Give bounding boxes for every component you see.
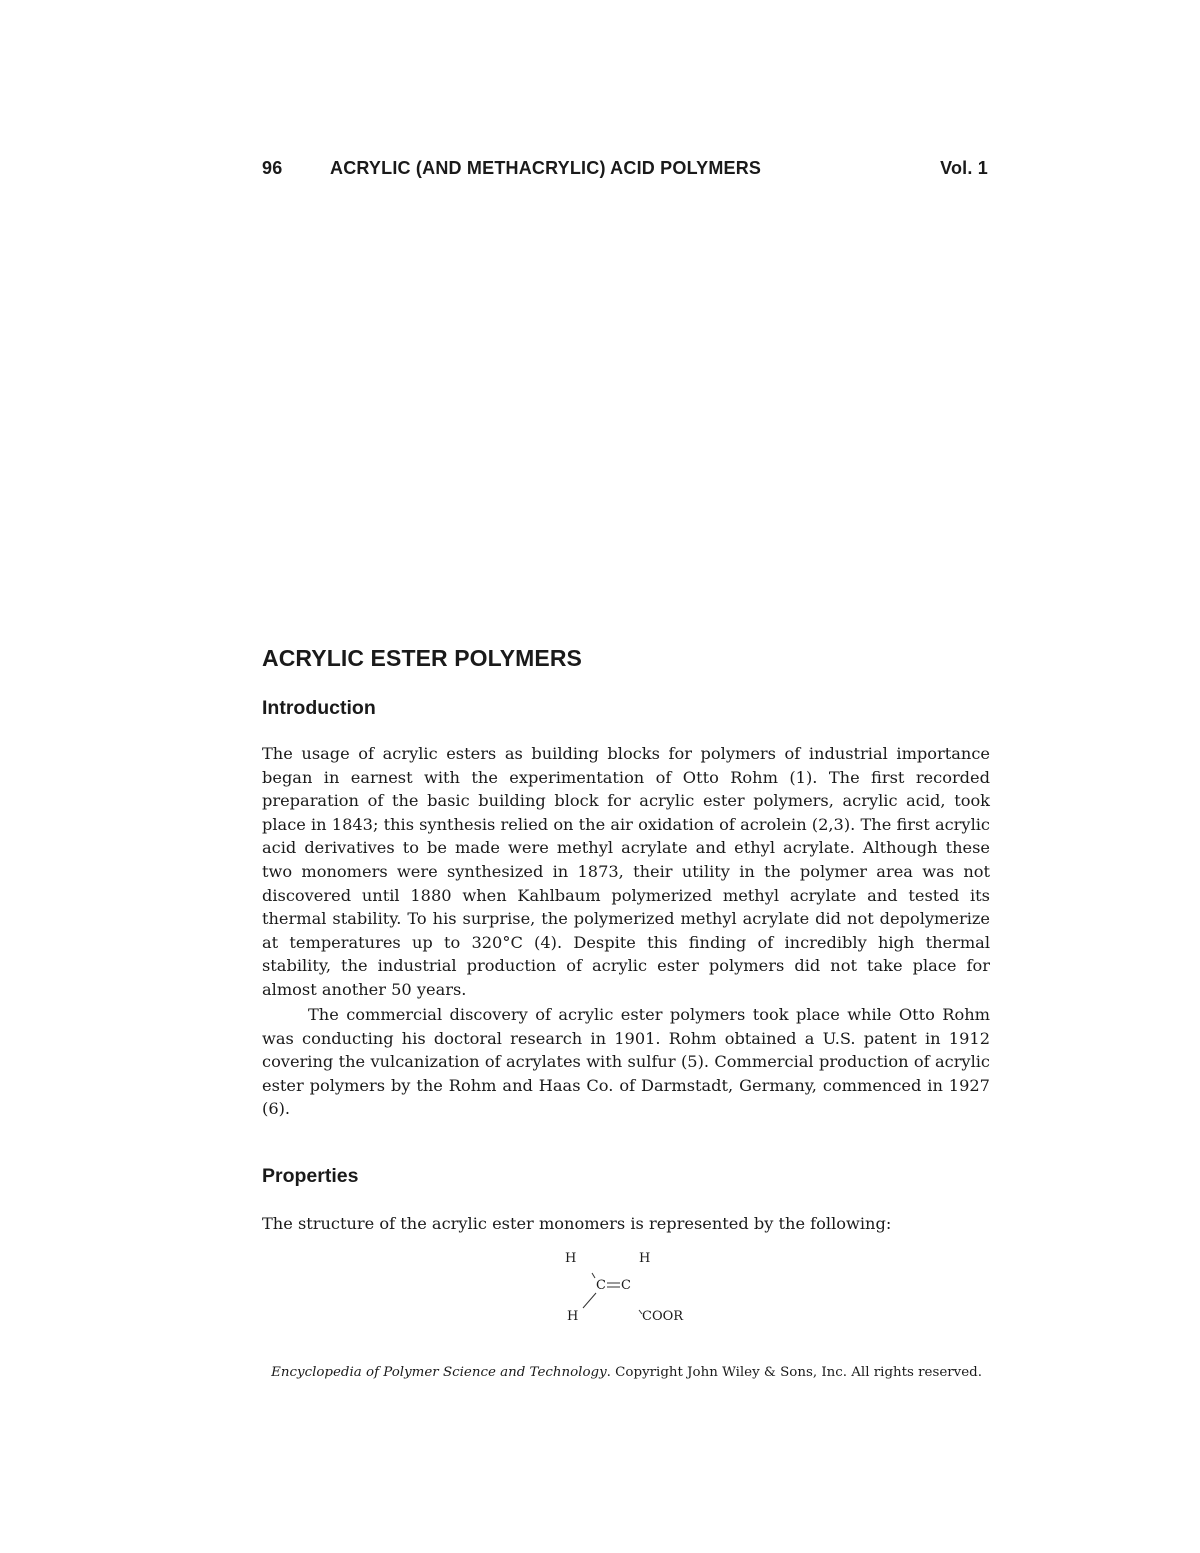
introduction-heading: Introduction <box>262 697 376 719</box>
running-head-title: ACRYLIC (AND METHACRYLIC) ACID POLYMERS <box>330 158 762 178</box>
atom-coor-group: COOR <box>642 1309 684 1324</box>
properties-paragraph: The structure of the acrylic ester monomers is represented by the following: <box>262 1214 892 1233</box>
article-title: ACRYLIC ESTER POLYMERS <box>262 645 582 671</box>
bond-top-left <box>592 1273 595 1278</box>
document-page <box>262 0 990 1553</box>
atom-right-carbon: C <box>621 1278 631 1293</box>
page-number: 96 <box>262 158 283 178</box>
bond-bottom-left <box>583 1293 596 1308</box>
source-title: Encyclopedia of Polymer Science and Technology <box>271 1365 607 1380</box>
copyright-footer <box>262 1365 990 1380</box>
acrylic-ester-structure <box>562 1248 702 1332</box>
copyright-notice: . Copyright John Wiley & Sons, Inc. All rights reserved. <box>606 1365 982 1380</box>
atom-left-carbon: C <box>596 1278 606 1293</box>
properties-heading: Properties <box>262 1165 359 1187</box>
running-head <box>262 158 990 184</box>
atom-bottom-left-h: H <box>567 1309 579 1324</box>
introduction-paragraph-1: The usage of acrylic esters as building blocks for polymers of industrial importance began in earnest with the experimentation of Otto Rohm (1). The first recorded preparation of the basic building block for acrylic ester polymers, acrylic acid, took place in 1843; this synthesis relied on the air oxidation of acrolein (2,3). The first acrylic acid derivatives to be made were methyl acrylate and ethyl acrylate. Although these two monomers were synthesized in 1873, their utility in the polymer area was not discovered until 1880 when Kahlbaum polymerized methyl acrylate and tested its thermal stability. To his surprise, the polymerized methyl acrylate did not depolymerize at temperatures up to 320°C (4). Despite this finding of incredibly high thermal stability, the industrial production of acrylic ester polymers did not take place for almost another 50 years. <box>262 744 990 999</box>
introduction-paragraph-2: The commercial discovery of acrylic ester polymers took place while Otto Rohm was conducting his doctoral research in 1901. Rohm obtained a U.S. patent in 1912 covering the vulcanization of acrylates with sulfur (5). Commercial production of acrylic ester polymers by the Rohm and Haas Co. of Darmstadt, Germany, commenced in 1927 (6). <box>262 1005 990 1119</box>
atom-top-left-h: H <box>565 1251 577 1266</box>
atom-top-right-h: H <box>639 1251 651 1266</box>
volume-label: Vol. 1 <box>940 158 988 178</box>
